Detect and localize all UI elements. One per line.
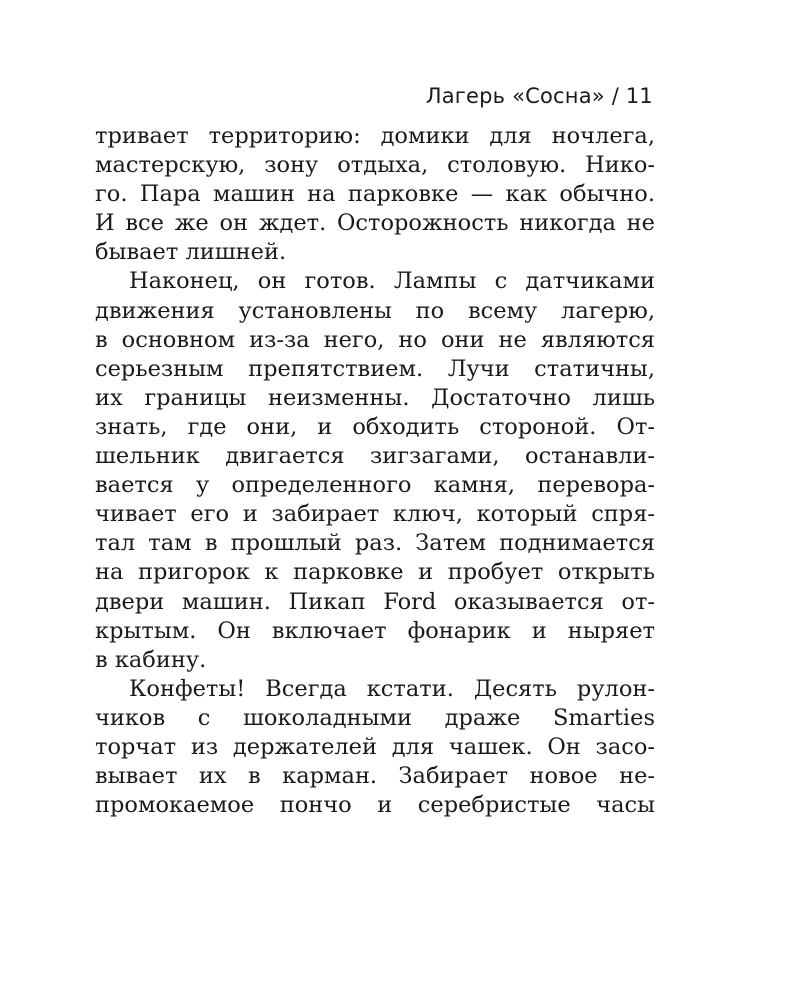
text-line: в основном из-за него, но они не являются — [95, 326, 655, 353]
text-line: знать, где они, и обходить стороной. От- — [95, 413, 655, 440]
text-line: торчат из держателей для чашек. Он засо- — [95, 733, 655, 760]
text-line: крытым. Он включает фонарик и ныряет — [95, 617, 655, 644]
text-line: чиков с шоколадными драже Smarties — [95, 704, 655, 731]
text-line: в кабину. — [95, 646, 207, 673]
text-line: бывает лишней. — [95, 239, 287, 266]
text-line: Конфеты! Всегда кстати. Десять рулон- — [129, 675, 655, 702]
body-text — [95, 122, 655, 820]
text-line: вается у определенного камня, перевора- — [95, 472, 655, 499]
text-line: мастерскую, зону отдыха, столовую. Нико- — [95, 152, 655, 179]
text-line: тал там в прошлый раз. Затем поднимается — [95, 530, 655, 557]
text-line: тривает территорию: домики для ночлега, — [95, 123, 655, 149]
text-line: их границы неизменны. Достаточно лишь — [95, 384, 655, 411]
text-line: шельник двигается зигзагами, останавли- — [95, 443, 655, 470]
text-line: чивает его и забирает ключ, который спря- — [95, 501, 655, 528]
text-line: движения установлены по всему лагерю, — [95, 297, 655, 324]
running-header: Лагерь «Сосна» / 11 — [425, 84, 653, 108]
text-line: И все же он ждет. Осторожность никогда не — [95, 210, 655, 237]
text-line: промокаемое пончо и серебристые часы — [95, 792, 655, 819]
text-line: го. Пара машин на парковке — как обычно. — [95, 181, 655, 208]
text-line: вывает их в карман. Забирает новое не- — [95, 763, 655, 790]
text-line: Наконец, он готов. Лампы с датчиками — [129, 268, 655, 295]
text-line: на пригорок к парковке и пробует открыть — [95, 559, 655, 586]
text-line: двери машин. Пикап Ford оказывается от- — [95, 588, 655, 615]
text-line: серьезным препятствием. Лучи статичны, — [95, 355, 655, 382]
